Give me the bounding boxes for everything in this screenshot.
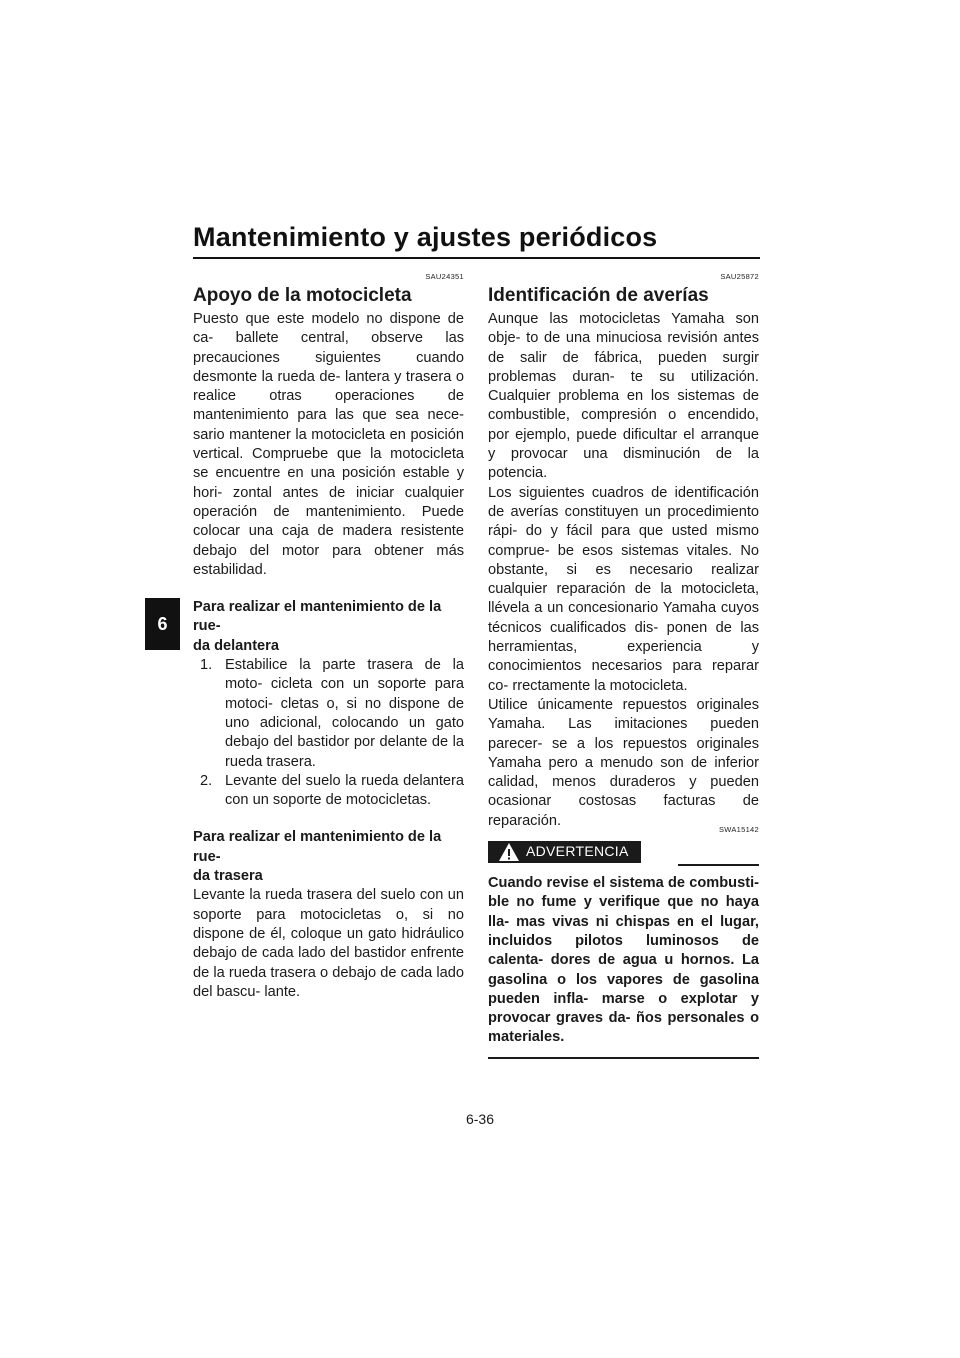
troubleshooting-paragraph-2: Los siguientes cuadros de identificación de averías constituyen un procedimiento rápi- do y fácil para que usted mismo comprue- be esos sistemas vitales. No obstante, si es necesario realizar cualquier reparación de la motocicleta, llévela a un concesionario Yamaha cuyos técnicos cualificados dis- ponen de las herramientas, experiencia y conocimientos necesarios para reparar co- rrectamente la motocicleta. [488, 484, 760, 694]
warning-code: SWA15142 [718, 825, 759, 835]
front-wheel-steps [193, 656, 464, 810]
front-wheel-subheading: Para realizar el mantenimiento de la rue- da delantera [193, 599, 442, 654]
warning-rule [678, 864, 759, 866]
warning-label: ADVERTENCIA [526, 843, 629, 860]
title-rule [193, 257, 760, 259]
warning-text: Cuando revise el sistema de combusti- ble no fume y verifique que no haya lla- mas vivas ni chispas en el lugar, incluidos pilotos luminosos de calenta- dores de agua u hornos. La gasolina o los vapores de gasolina pueden infla- marse o explotar y provocar graves da- ños personales o materiales. [488, 875, 759, 1046]
warning-badge [488, 841, 641, 863]
warning-header [488, 825, 759, 865]
section-heading: Identificación de averías [488, 285, 709, 306]
section-heading: Apoyo de la motocicleta [193, 285, 412, 306]
troubleshooting-paragraph-1: Aunque las motocicletas Yamaha son obje- to de una minuciosa revisión antes de salir de fábrica, pueden surgir problemas duran- te su utilización. Cualquier problema en los sistemas de combustible, compresión o encendido, por ejemplo, puede dificultar el arranque y provocar una disminución de la potencia. [488, 311, 759, 482]
section-code: SAU24351 [425, 272, 464, 281]
left-column [193, 272, 464, 1002]
rear-wheel-subheading: Para realizar el mantenimiento de la rue- da trasera [193, 829, 442, 885]
page-number: 6-36 [465, 1111, 495, 1127]
right-column [488, 272, 759, 1059]
intro-paragraph: Puesto que este modelo no dispone de ca- ballete central, observe las precauciones siguientes cuando desmonte la rueda de- lantera y trasera o realice otras operaciones de mantenimiento para las que sea nece- sario mantener la motocicleta en posición vertical. Compruebe que la motocicleta se encuentre en una posición estable y hori- zontal antes de iniciar cualquier operación de mantenimiento. Puede colocar una caja de madera resistente debajo del motor para obtener más estabilidad. [193, 311, 464, 578]
chapter-tab: 6 [145, 598, 180, 650]
list-item: 2. Levante del suelo la rueda delantera con un soporte de motocicletas. [200, 772, 464, 809]
rear-wheel-paragraph: Levante la rueda trasera del suelo con un soporte para motocicletas o, si no dispone de él, coloque un gato hidráulico debajo de cada lado del bastidor enfrente de la rueda trasera o debajo de cada lado del bascu- lante. [193, 887, 464, 1000]
warning-end-rule [488, 1057, 759, 1059]
list-item: 1. Estabilice la parte trasera de la moto- cicleta con un soporte para motoci- cletas o, si no dispone de uno adicional, colocando un gato debajo del bastidor por delante de la rueda trasera. [200, 657, 465, 770]
page-title: Mantenimiento y ajustes periódicos [193, 222, 658, 252]
section-code: SAU25872 [720, 272, 759, 281]
troubleshooting-paragraph-3: Utilice únicamente repuestos originales Yamaha. Las imitaciones pueden parecer- se a los repuestos originales Yamaha pero a menudo son de inferior calidad, menos duraderos y pueden ocasionar costosas facturas de reparación. [488, 696, 759, 829]
warning-triangle-icon [498, 841, 520, 863]
